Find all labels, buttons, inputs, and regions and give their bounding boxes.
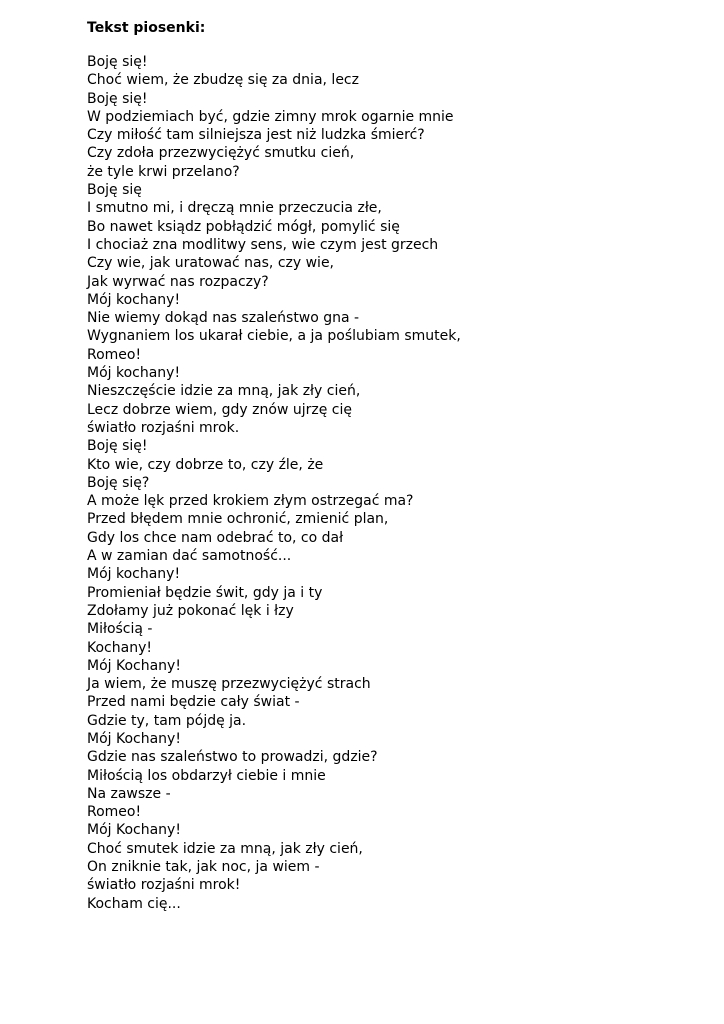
lyric-line: Choć wiem, że zbudzę się za dnia, lecz: [87, 72, 359, 89]
lyric-line: Kocham cię...: [87, 895, 181, 912]
lyric-line: Mój Kochany!: [87, 730, 181, 747]
lyric-line: Mój kochany!: [87, 566, 181, 583]
lyric-line: Ja wiem, że muszę przezwyciężyć strach: [87, 676, 371, 693]
lyric-line: światło rozjaśni mrok!: [87, 877, 241, 894]
lyric-line: On zniknie tak, jak noc, ja wiem -: [87, 859, 320, 876]
lyric-line: światło rozjaśni mrok.: [87, 419, 240, 436]
lyric-line: A w zamian dać samotność...: [87, 548, 292, 565]
lyric-line: Gdy los chce nam odebrać to, co dał: [87, 529, 344, 546]
lyric-line: Choć smutek idzie za mną, jak zły cień,: [87, 840, 363, 857]
lyric-line: Jak wyrwać nas rozpaczy?: [87, 273, 269, 290]
lyric-line: A może lęk przed krokiem złym ostrzegać ma?: [87, 493, 414, 510]
lyric-line: I chociaż zna modlitwy sens, wie czym jest grzech: [87, 236, 439, 253]
lyric-line: Promieniał będzie świt, gdy ja i ty: [87, 584, 323, 601]
lyric-line: Miłością los obdarzył ciebie i mnie: [87, 767, 326, 784]
lyric-line: Kto wie, czy dobrze to, czy źle, że: [87, 456, 324, 473]
lyric-line: Wygnaniem los ukarał ciebie, a ja poślubiam smutek,: [87, 328, 461, 345]
lyric-line: Lecz dobrze wiem, gdy znów ujrzę cię: [87, 401, 352, 418]
lyric-line: Przed nami będzie cały świat -: [87, 694, 300, 711]
document-page: [87, 17, 707, 913]
lyric-line: Kochany!: [87, 639, 152, 656]
lyric-line: Boję się: [87, 182, 142, 199]
lyric-line: Boję się!: [87, 438, 148, 455]
lyric-line: Romeo!: [87, 804, 142, 821]
lyric-line: Mój kochany!: [87, 291, 181, 308]
lyric-line: Mój kochany!: [87, 365, 181, 382]
lyric-line: W podziemiach być, gdzie zimny mrok ogarnie mnie: [87, 108, 454, 125]
lyric-line: Boję się?: [87, 474, 150, 491]
lyric-line: Czy miłość tam silniejsza jest niż ludzka śmierć?: [87, 127, 425, 144]
lyrics-block: [87, 53, 707, 913]
lyric-line: Gdzie ty, tam pójdę ja.: [87, 712, 247, 729]
lyric-line: Nieszczęście idzie za mną, jak zły cień,: [87, 383, 361, 400]
lyric-line: Mój Kochany!: [87, 822, 181, 839]
lyric-line: Boję się!: [87, 90, 148, 107]
lyric-line: Zdołamy już pokonać lęk i łzy: [87, 602, 294, 619]
lyric-line: Czy wie, jak uratować nas, czy wie,: [87, 255, 335, 272]
lyric-line: Na zawsze -: [87, 785, 171, 802]
lyric-line: Gdzie nas szaleństwo to prowadzi, gdzie?: [87, 749, 378, 766]
lyric-line: I smutno mi, i dręczą mnie przeczucia złe,: [87, 200, 382, 217]
lyric-line: że tyle krwi przelano?: [87, 163, 240, 180]
lyric-line: Czy zdoła przezwyciężyć smutku cień,: [87, 145, 355, 162]
lyric-line: Romeo!: [87, 346, 142, 363]
lyric-line: Nie wiemy dokąd nas szaleństwo gna -: [87, 310, 360, 327]
lyric-line: Miłością -: [87, 621, 153, 638]
lyric-line: Bo nawet ksiądz pobłądzić mógł, pomylić się: [87, 218, 400, 235]
document-title: Tekst piosenki:: [87, 20, 206, 36]
lyric-line: Mój Kochany!: [87, 657, 181, 674]
lyric-line: Boję się!: [87, 54, 148, 70]
lyric-line: Przed błędem mnie ochronić, zmienić plan,: [87, 511, 389, 528]
